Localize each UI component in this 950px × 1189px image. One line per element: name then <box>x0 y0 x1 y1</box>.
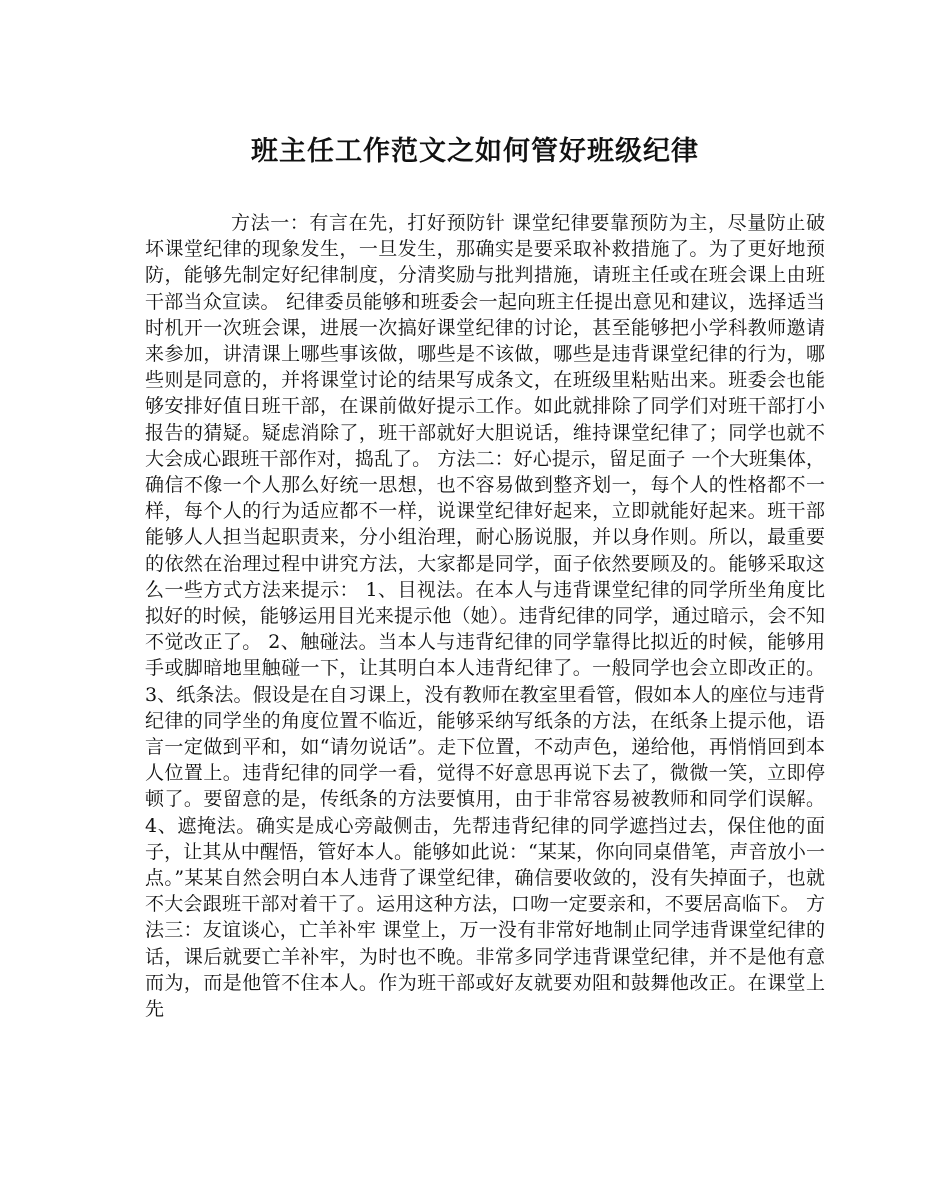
document-body-paragraph: 方法一：有言在先，打好预防针 课堂纪律要靠预防为主，尽量防止破坏课堂纪律的现象发生，一旦发生，那确实是要采取补救措施了。为了更好地预防，能够先制定好纪律制度，分清奖励与批判措施，请班主任或在班会课上由班干部当众宣读。 纪律委员能够和班委会一起向班主任提出意见和建议，选择适当时机开一次班会课，进展一次搞好课堂纪律的讨论，甚至能够把小学科教师邀请来参加，讲清课上哪些事该做，哪些是不该做，哪些是违背课堂纪律的行为，哪些则是同意的，并将课堂讨论的结果写成条文，在班级里粘贴出来。班委会也能够安排好值日班干部，在课前做好提示工作。如此就排除了同学们对班干部打小报告的猜疑。疑虑消除了，班干部就好大胆说话，维持课堂纪律了；同学也就不大会成心跟班干部作对，捣乱了。 方法二：好心提示，留足面子 一个大班集体，确信不像一个人那么好统一思想，也不容易做到整齐划一，每个人的性格都不一样，每个人的行为适应都不一样，说课堂纪律好起来，立即就能好起来。班干部能够人人担当起职责来，分小组治理，耐心肠说服，并以身作则。所以，最重要的依然在治理过程中讲究方法，大家都是同学，面子依然要顾及的。能够采取这么一些方式方法来提示： 1、目视法。在本人与违背课堂纪律的同学所坐角度比拟好的时候，能够运用目光来提示他（她）。违背纪律的同学，通过暗示，会不知不觉改正了。 2、触碰法。当本人与违背纪律的同学靠得比拟近的时候，能够用手或脚暗地里触碰一下，让其明白本人违背纪律了。一般同学也会立即改正的。 3、纸条法。假设是在自习课上，没有教师在教室里看管，假如本人的座位与违背纪律的同学坐的角度位置不临近，能够采纳写纸条的方法，在纸条上提示他，语言一定做到平和，如“请勿说话”。走下位置，不动声色，递给他，再悄悄回到本人位置上。违背纪律的同学一看，觉得不好意思再说下去了，微微一笑，立即停顿了。要留意的是，传纸条的方法要慎用，由于非常容易被教师和同学们误解。 4、遮掩法。确实是成心旁敲侧击，先帮违背纪律的同学遮挡过去，保住他的面子，让其从中醒悟，管好本人。能够如此说：“某某，你向同桌借笔，声音放小一点。”某某自然会明白本人违背了课堂纪律，确信要收敛的，没有失掉面子，也就不大会跟班干部对着干了。运用这种方法，口吻一定要亲和，不要居高临下。 方法三：友谊谈心，亡羊补牢 课堂上，万一没有非常好地制止同学违背课堂纪律的话，课后就要亡羊补牢，为时也不晚。非常多同学违背课堂纪律，并不是他有意而为，而是他管不住本人。作为班干部或好友就要劝阻和鼓舞他改正。在课堂上先 <box>145 212 825 1021</box>
document-title: 班主任工作范文之如何管好班级纪律 <box>251 136 699 167</box>
